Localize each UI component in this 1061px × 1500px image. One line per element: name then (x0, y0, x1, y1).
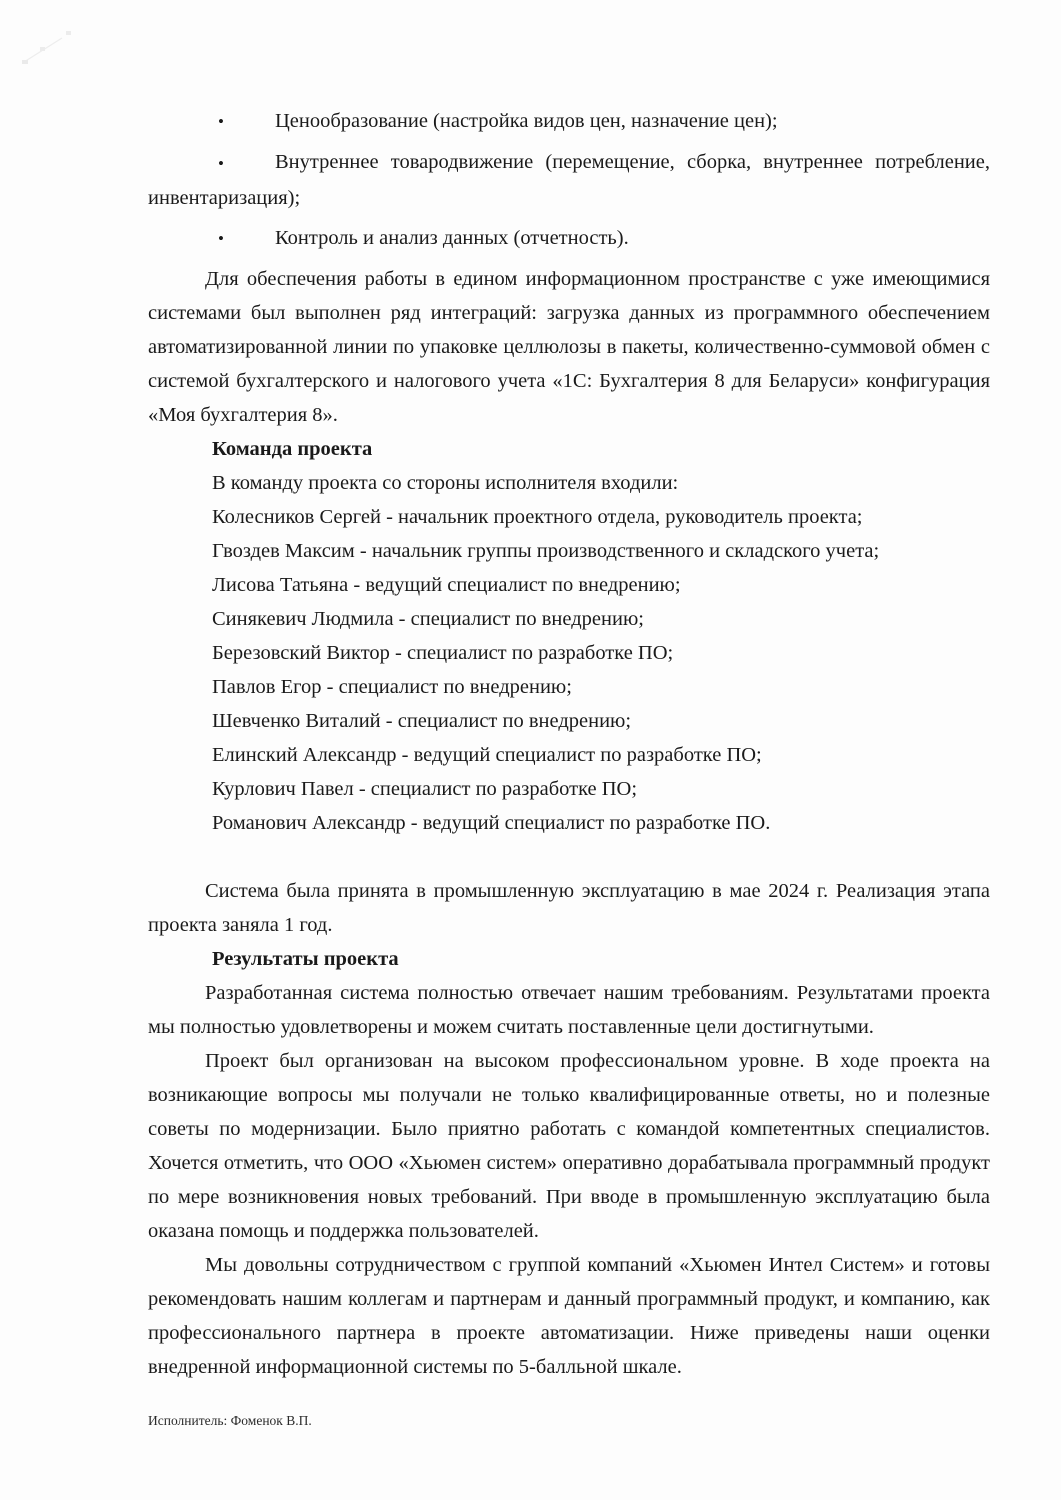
bullet-icon (218, 145, 275, 180)
list-item-text: Ценообразование (настройка видов цен, назначение цен); (275, 110, 778, 132)
list-item (148, 221, 990, 256)
team-intro: В команду проекта со стороны исполнителя входили: (212, 471, 679, 494)
team-member: Курлович Павел - специалист по разработке ПО; (212, 777, 638, 800)
team-member: Шевченко Виталий - специалист по внедрению; (212, 709, 632, 732)
list-item (148, 104, 990, 139)
paragraph-recommendation: Мы довольны сотрудничеством с группой компаний «Хьюмен Интел Систем» и готовы рекомендовать нашим коллегам и партнерам и данный программный продукт, и компанию, как профессионального партнера в проекте автоматизации. Ниже приведены наши оценки внедренной информационной системы по 5-балльной шкале. (148, 1253, 990, 1378)
team-member: Колесников Сергей - начальник проектного отдела, руководитель проекта; (212, 505, 863, 528)
team-member: Елинский Александр - ведущий специалист по разработке ПО; (212, 743, 762, 766)
team-member: Лисова Татьяна - ведущий специалист по внедрению; (212, 573, 681, 596)
paragraph-organization: Проект был организован на высоком профессиональном уровне. В ходе проекта на возникающие вопросы мы получали не только квалифицированные ответы, но и полезные советы по модернизации. Было приятно работать с командой компетентных специалистов. Хочется отметить, что ООО «Хьюмен систем» оперативно дорабатывала программный продукт по мере возникновения новых требований. При вводе в промышленную эксплуатацию была оказана помощь и поддержка пользователей. (148, 1049, 990, 1242)
heading-project-team: Команда проекта (212, 437, 373, 460)
team-member: Синякевич Людмила - специалист по внедрению; (212, 607, 644, 630)
team-member: Березовский Виктор - специалист по разработке ПО; (212, 641, 674, 664)
paragraph-satisfaction: Разработанная система полностью отвечает нашим требованиям. Результатами проекта мы полностью удовлетворены и можем считать поставленные цели достигнутыми. (148, 981, 990, 1038)
paragraph-spacer (148, 840, 990, 874)
scan-artifact-smudge (22, 28, 92, 72)
team-member: Павлов Егор - специалист по внедрению; (212, 675, 572, 698)
list-item-text: Внутреннее товародвижение (перемещение, сборка, внутреннее потребление, инвентаризация); (148, 151, 990, 209)
document-body (148, 104, 990, 1384)
heading-project-results: Результаты проекта (212, 947, 399, 970)
bullet-icon (218, 221, 275, 256)
team-member: Гвоздев Максим - начальник группы производственного и складского учета; (212, 539, 880, 562)
list-item (148, 145, 990, 214)
paragraph-integration: Для обеспечения работы в едином информационном пространстве с уже имеющимися системами был выполнен ряд интеграций: загрузка данных из программного обеспечением автоматизированной линии по упаковке целлюлозы в пакеты, количественно-суммовой обмен с системой бухгалтерского и налогового учета «1С: Бухгалтерия 8 для Беларуси» конфигурация «Моя бухгалтерия 8». (148, 267, 990, 426)
team-member: Романович Александр - ведущий специалист по разработке ПО. (212, 811, 771, 834)
bullet-icon (218, 104, 275, 139)
document-page (148, 0, 990, 1500)
paragraph-acceptance: Система была принята в промышленную эксплуатацию в мае 2024 г. Реализация этапа проекта заняла 1 год. (148, 879, 990, 936)
footer-executor: Исполнитель: Фоменок В.П. (148, 1413, 312, 1428)
list-item-text: Контроль и анализ данных (отчетность). (275, 226, 629, 249)
